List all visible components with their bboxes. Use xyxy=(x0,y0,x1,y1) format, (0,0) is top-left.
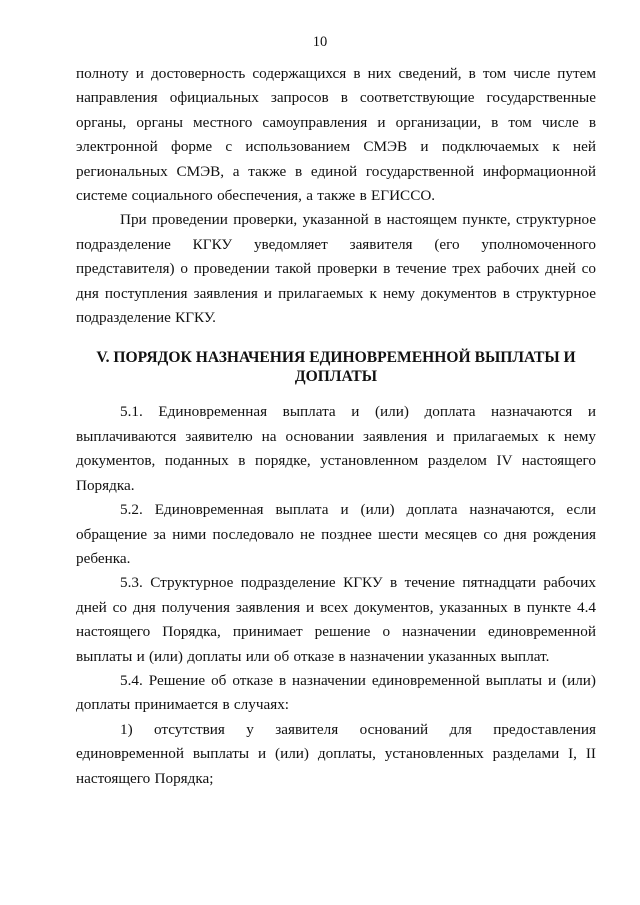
paragraph-5-4-item-1: 1) отсутствия у заявителя оснований для предоставления единовременной выплаты и (или) доплаты, установленных разделами I, II настоящего Порядка; xyxy=(76,720,596,787)
page-number: 10 xyxy=(312,34,328,50)
paragraph-5-3: 5.3. Структурное подразделение КГКУ в течение пятнадцати рабочих дней со дня получения заявления и всех документов, указанных в пункте 4.4 настоящего Порядка, принимает решение о назначении единовременной выплаты и (или) доплаты или об отказе в назначении указанных выплат. xyxy=(76,574,596,665)
paragraph-5-2: 5.2. Единовременная выплата и (или) доплата назначаются, если обращение за ними последовало не позднее шести месяцев со дня рождения ребенка. xyxy=(76,501,596,567)
paragraph-continuation: полноту и достоверность содержащихся в них сведений, в том числе путем направления официальных запросов в соответствующие государственные органы, органы местного самоуправления и организации, в том числе в электронной форме с использованием СМЭВ и подключаемых к ней региональных СМЭВ, а также в единой государственной информационной системе социального обеспечения, а также в ЕГИССО. xyxy=(76,65,596,205)
paragraph-5-1: 5.1. Единовременная выплата и (или) доплата назначаются и выплачиваются заявителю на основании заявления и прилагаемых к нему документов, поданных в порядке, установленном разделом IV настоящего Порядка. xyxy=(76,403,596,494)
section-heading: V. ПОРЯДОК НАЗНАЧЕНИЯ ЕДИНОВРЕМЕННОЙ ВЫПЛАТЫ И ДОПЛАТЫ xyxy=(96,349,576,386)
document-body xyxy=(76,62,596,791)
paragraph-verification-notice: При проведении проверки, указанной в настоящем пункте, структурное подразделение КГКУ уведомляет заявителя (его уполномоченного представителя) о проведении такой проверки в течение трех рабочих дней со дня поступления заявления и прилагаемых к нему документов в структурное подразделение КГКУ. xyxy=(76,211,596,327)
paragraph-5-4: 5.4. Решение об отказе в назначении единовременной выплаты и (или) доплаты принимается в случаях: xyxy=(76,671,596,714)
